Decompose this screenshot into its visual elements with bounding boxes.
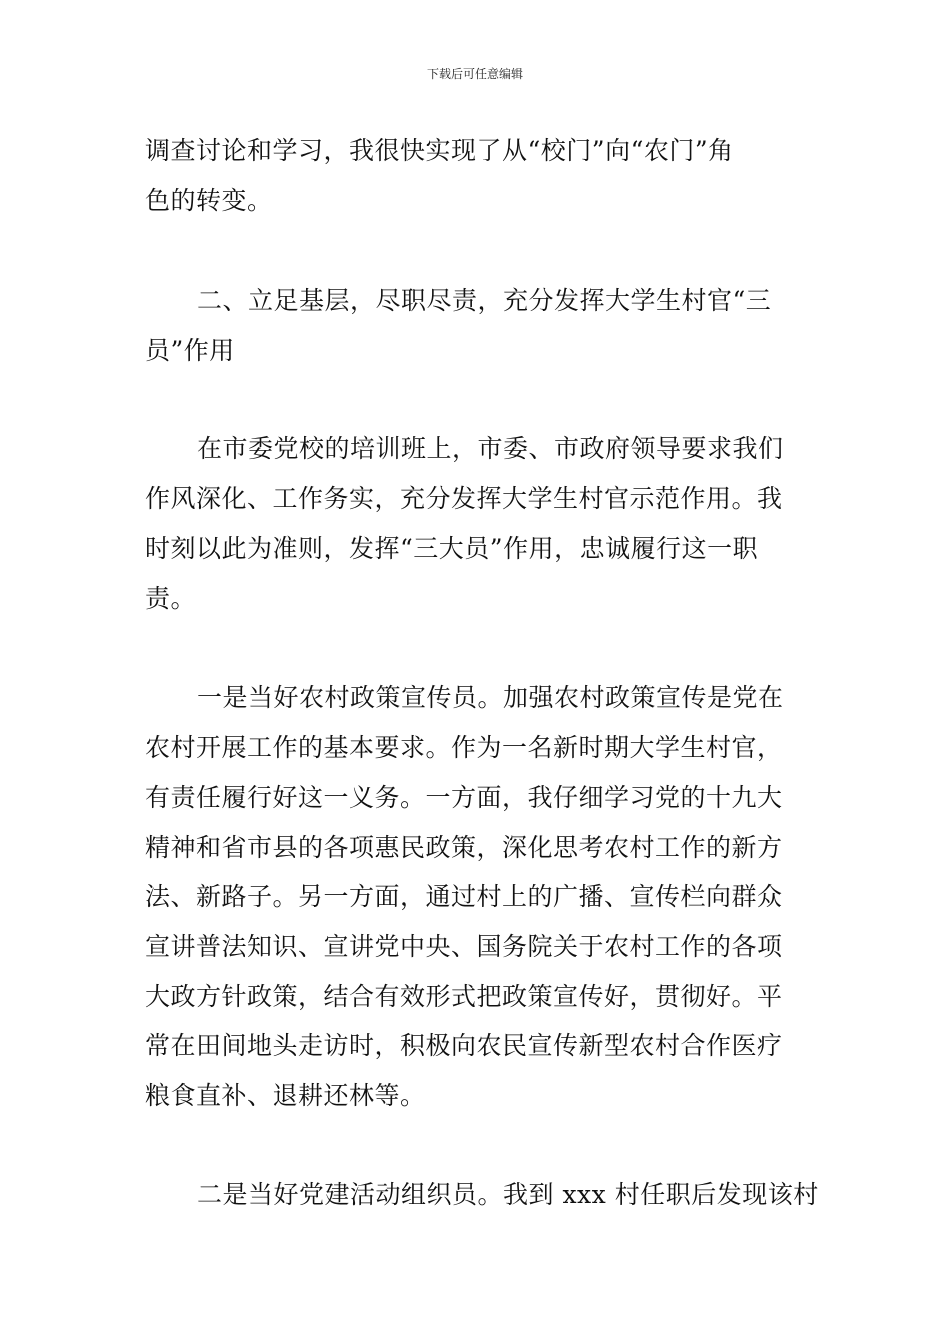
text-line: 作风深化、工作务实，充分发挥大学生村官示范作用。我 xyxy=(145,484,783,513)
text-line: 精神和省市县的各项惠民政策，深化思考农村工作的新方 xyxy=(145,833,783,862)
text-line: 粮食直补、退耕还林等。 xyxy=(145,1081,426,1110)
text-line: 宣讲普法知识、宣讲党中央、国务院关于农村工作的各项 xyxy=(145,932,783,961)
text-line: 大政方针政策，结合有效形式把政策宣传好，贯彻好。平 xyxy=(145,982,783,1011)
text-line: 有责任履行好这一义务。一方面，我仔细学习党的十九大 xyxy=(145,783,783,812)
text-line: 农村开展工作的基本要求。作为一名新时期大学生村官， xyxy=(145,733,783,762)
text-line: 常在田间地头走访时，积极向农民宣传新型农村合作医疗 xyxy=(145,1031,783,1060)
page-header: 下载后可任意编辑 xyxy=(426,67,523,81)
text-line: 在市委党校的培训班上，市委、市政府领导要求我们 xyxy=(197,434,784,463)
text-line: 时刻以此为准则，发挥“三大员”作用，忠诚履行这一职 xyxy=(145,534,759,563)
text-line: 二是当好党建活动组织员。我到 xxx 村任职后发现该村 xyxy=(197,1180,819,1209)
section-heading: 员”作用 xyxy=(145,336,235,365)
section-heading: 二、立足基层，尽职尽责，充分发挥大学生村官“三 xyxy=(197,286,772,315)
text-line: 调查讨论和学习，我很快实现了从“校门”向“农门”角 xyxy=(145,136,734,165)
text-line: 色的转变。 xyxy=(145,186,273,215)
text-line: 一是当好农村政策宣传员。加强农村政策宣传是党在 xyxy=(197,683,784,712)
text-line: 责。 xyxy=(145,584,197,613)
text-line: 法、新路子。另一方面，通过村上的广播、宣传栏向群众 xyxy=(145,882,783,911)
